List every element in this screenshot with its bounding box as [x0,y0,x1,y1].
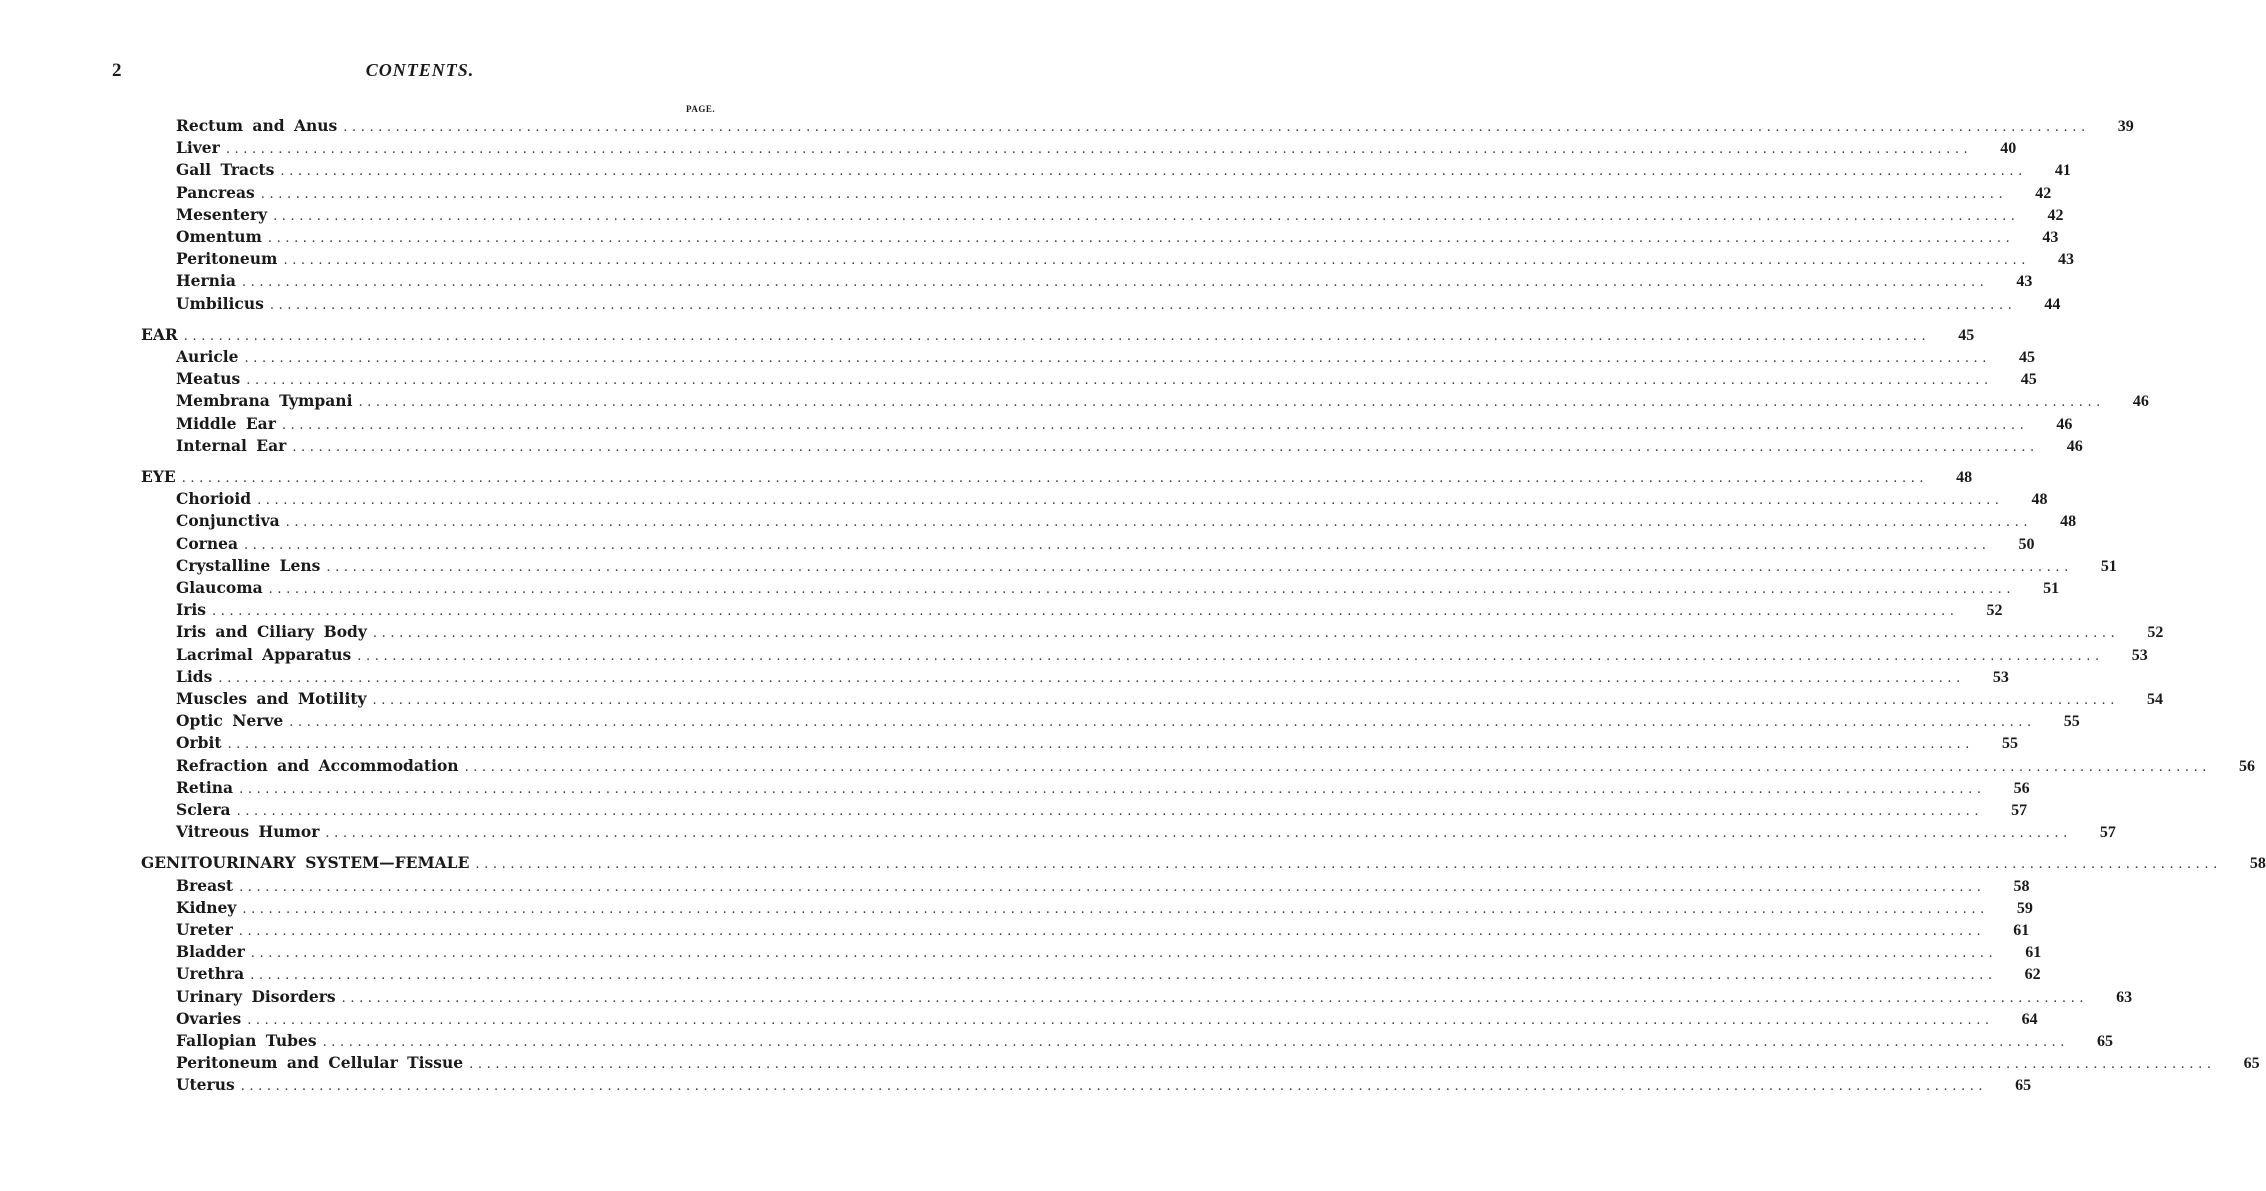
toc-entry [176,249,2074,271]
toc-page-number: 46 [2132,393,2149,410]
toc-page-number: 52 [1986,602,2003,619]
toc-entry-label: Ovaries [176,1009,242,1028]
toc-page-number: 45 [2019,349,2036,366]
dot-leader: ........................................................................................................................................................................................................ [292,440,2039,455]
toc-entry-label: Urinary Disorders [176,987,336,1006]
toc-entry-label: Vitreous Humor [176,822,320,841]
toc-page-number: 61 [2013,922,2030,939]
toc-page-number: 57 [2099,824,2116,841]
page-number: 2 [112,60,122,81]
toc-entry-label: Meatus [176,369,241,388]
toc-entry-label: Membrana Tympani [176,391,353,410]
toc-entry [176,271,2033,293]
page-column-label: PAGE. [686,104,716,114]
toc-page-number: 56 [2013,780,2030,797]
toc-entry [176,116,2134,138]
dot-leader: ........................................................................................................................................................................................................ [372,693,2119,708]
dot-leader: ........................................................................................................................................................................................................ [239,782,1986,797]
dot-leader: ........................................................................................................................................................................................................ [269,298,2017,313]
toc-entry [176,294,2061,316]
dot-leader: ........................................................................................................................................................................................................ [227,737,1975,752]
toc-entry [176,622,2164,644]
section-heading-label: GENITOURINARY SYSTEM—FEMALE [141,853,470,872]
toc-page-number: 54 [2146,691,2163,708]
dot-leader: ........................................................................................................................................................................................................ [246,373,1993,388]
toc-entry [176,1053,2260,1075]
section-heading [141,853,2266,875]
toc-page-number: 63 [2116,989,2133,1006]
dot-leader: ........................................................................................................................................................................................................ [241,275,1989,290]
section-heading-label: EYE [141,467,176,486]
toc-page-number: 48 [2060,513,2077,530]
toc-page-number: 53 [1992,669,2009,686]
toc-page-number: 43 [2016,273,2033,290]
toc-entry-label: Mesentery [176,205,268,224]
dot-leader: ........................................................................................................................................................................................................ [239,880,1986,895]
dot-leader: ........................................................................................................................................................................................................ [285,515,2033,530]
dot-leader: ........................................................................................................................................................................................................ [343,120,2090,135]
dot-leader: ........................................................................................................................................................................................................ [357,649,2104,664]
toc-page-number: 40 [2000,140,2017,157]
toc-entry [176,689,2163,711]
dot-leader: ........................................................................................................................................................................................................ [268,582,2016,597]
toc-entry-label: Crystalline Lens [176,556,321,575]
toc-page-number: 44 [2044,296,2061,313]
toc-entry [176,347,2036,369]
toc-page-number: 55 [2063,713,2080,730]
toc-entry-label: Hernia [176,271,236,290]
toc-entry [176,160,2071,182]
toc-page-number: 45 [1958,327,1975,344]
toc-page-number: 51 [2100,558,2117,575]
toc-page-number: 55 [2002,735,2019,752]
toc-entry [176,1031,2114,1053]
toc-page-number: 43 [2057,251,2074,268]
toc-page-number: 59 [2016,900,2033,917]
toc-page-number: 57 [2011,802,2028,819]
dot-leader: ........................................................................................................................................................................................................ [183,329,1931,344]
toc-entry-label: Uterus [176,1075,235,1094]
toc-page-number: 56 [2239,758,2256,775]
toc-page-number: 39 [2117,118,2134,135]
dot-leader: ........................................................................................................................................................................................................ [464,760,2212,775]
toc-entry-label: Conjunctiva [176,511,280,530]
toc-entry [176,778,2030,800]
toc-entry [176,1009,2038,1031]
dot-leader: ........................................................................................................................................................................................................ [247,1013,1994,1028]
toc-entry-label: Iris and Ciliary Body [176,622,367,641]
toc-entry [176,391,2149,413]
dot-leader: ........................................................................................................................................................................................................ [280,164,2027,179]
toc-entry [176,987,2133,1009]
toc-page-number: 61 [2025,944,2042,961]
toc-entry [176,964,2041,986]
dot-leader: ........................................................................................................................................................................................................ [475,857,2222,872]
toc-entry-label: Fallopian Tubes [176,1031,317,1050]
toc-entry-label: Auricle [176,347,239,366]
toc-entry [176,898,2033,920]
toc-entry [176,920,2030,942]
section-heading [141,467,1973,489]
toc-entry-label: Iris [176,600,207,619]
toc-entry-label: Gall Tracts [176,160,275,179]
toc-entry [176,733,2019,755]
toc-page-number: 42 [2047,207,2064,224]
dot-leader: ........................................................................................................................................................................................................ [341,991,2089,1006]
toc-page-number: 48 [2031,491,2048,508]
toc-page-number: 52 [2147,624,2164,641]
toc-entry-label: Rectum and Anus [176,116,338,135]
toc-entry [176,600,2003,622]
toc-entry [176,183,2052,205]
toc-entry-label: Peritoneum [176,249,278,268]
toc-page-number: 42 [2035,185,2052,202]
toc-entry-label: Chorioid [176,489,252,508]
toc-entry [176,534,2035,556]
toc-page-number: 50 [2018,536,2035,553]
dot-leader: ........................................................................................................................................................................................................ [225,142,1973,157]
dot-leader: ........................................................................................................................................................................................................ [236,804,1984,819]
toc-page-number: 41 [2054,162,2071,179]
toc-entry-label: Umbilicus [176,294,264,313]
dot-leader: ........................................................................................................................................................................................................ [322,1035,2070,1050]
toc-entry [176,711,2080,733]
dot-leader: ........................................................................................................................................................................................................ [283,253,2030,268]
toc-page-number: 62 [2024,966,2041,983]
toc-page-number: 48 [1956,469,1973,486]
toc-page-number: 58 [2013,878,2030,895]
toc-page-number: 51 [2043,580,2060,597]
toc-entry [176,556,2117,578]
toc-entry-label: Breast [176,876,234,895]
toc-entry [176,578,2060,600]
toc-page-number: 64 [2021,1011,2038,1028]
toc-entry [176,414,2073,436]
dot-leader: ........................................................................................................................................................................................................ [260,187,2008,202]
toc-page-number: 65 [2097,1033,2114,1050]
dot-leader: ........................................................................................................................................................................................................ [325,826,2072,841]
toc-page-number: 65 [2243,1055,2260,1072]
toc-entry [176,369,2037,391]
toc-entry [176,800,2028,822]
toc-entry-label: Muscles and Motility [176,689,367,708]
toc-entry-label: Middle Ear [176,414,276,433]
toc-entry-label: Retina [176,778,234,797]
toc-entry [176,436,2083,458]
dot-leader: ........................................................................................................................................................................................................ [289,715,2036,730]
toc-entry-label: Optic Nerve [176,711,284,730]
dot-leader: ........................................................................................................................................................................................................ [218,671,1965,686]
dot-leader: ........................................................................................................................................................................................................ [238,924,1986,939]
toc-entry-label: Glaucoma [176,578,263,597]
toc-page-number: 53 [2131,647,2148,664]
toc-entry [176,876,2030,898]
dot-leader: ........................................................................................................................................................................................................ [358,395,2105,410]
dot-leader: ........................................................................................................................................................................................................ [281,418,2029,433]
section-heading [141,325,1975,347]
toc-entry [176,822,2116,844]
toc-entry-label: Lacrimal Apparatus [176,645,352,664]
section-heading-label: EAR [141,325,178,344]
dot-leader: ........................................................................................................................................................................................................ [244,538,1991,553]
toc-entry-label: Refraction and Accommodation [176,756,459,775]
toc-page-number: 46 [2056,416,2073,433]
dot-leader: ........................................................................................................................................................................................................ [326,560,2073,575]
toc-entry-label: Pancreas [176,183,255,202]
toc-entry-label: Sclera [176,800,231,819]
toc-entry-label: Kidney [176,898,237,917]
toc-page-number: 45 [2020,371,2037,388]
toc-page-number: 65 [2015,1077,2032,1094]
dot-leader: ........................................................................................................................................................................................................ [469,1057,2216,1072]
toc-entry-label: Peritoneum and Cellular Tissue [176,1053,464,1072]
toc-entry [176,227,2059,249]
dot-leader: ........................................................................................................................................................................................................ [240,1079,1988,1094]
toc-entry [176,511,2077,533]
dot-leader: ........................................................................................................................................................................................................ [372,626,2120,641]
toc-entry [176,138,2017,160]
toc-entry-label: Ureter [176,920,233,939]
toc-entry [176,489,2048,511]
toc-page-number: 58 [2249,855,2266,872]
dot-leader: ........................................................................................................................................................................................................ [244,351,1992,366]
dot-leader: ........................................................................................................................................................................................................ [242,902,1989,917]
toc-entry [176,205,2064,227]
toc-entry [176,756,2256,778]
toc-entry [176,667,2009,689]
dot-leader: ........................................................................................................................................................................................................ [181,471,1929,486]
toc-entry-label: Orbit [176,733,222,752]
toc-entry-label: Urethra [176,964,245,983]
toc-entry-label: Bladder [176,942,245,961]
toc-page-number: 46 [2066,438,2083,455]
toc-entry [176,1075,2032,1097]
dot-leader: ........................................................................................................................................................................................................ [250,968,1997,983]
page-title: CONTENTS. [365,60,475,80]
toc-entry-label: Internal Ear [176,436,287,455]
toc-entry-label: Omentum [176,227,262,246]
dot-leader: ........................................................................................................................................................................................................ [250,946,1998,961]
toc-entry [176,645,2148,667]
dot-leader: ........................................................................................................................................................................................................ [212,604,1959,619]
toc-entry-label: Liver [176,138,220,157]
toc-entry-label: Cornea [176,534,239,553]
dot-leader: ........................................................................................................................................................................................................ [257,493,2004,508]
toc-page-number: 43 [2042,229,2059,246]
toc-entry [176,942,2042,964]
dot-leader: ........................................................................................................................................................................................................ [273,209,2020,224]
toc-entry-label: Lids [176,667,213,686]
dot-leader: ........................................................................................................................................................................................................ [267,231,2015,246]
